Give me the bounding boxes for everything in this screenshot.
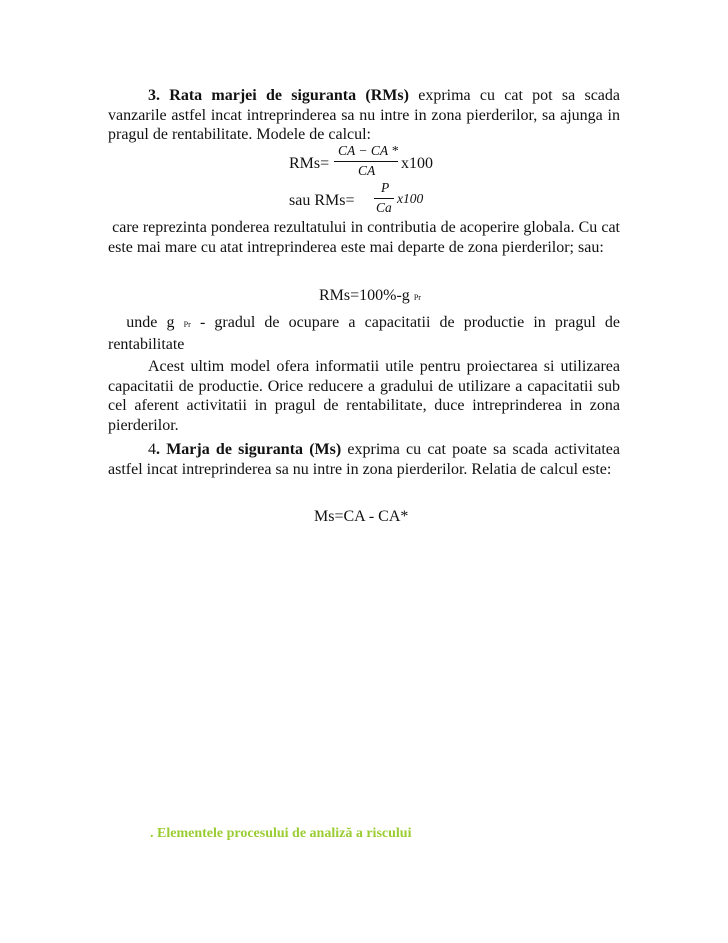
section-3-text: exprima cu cat pot sa scada vanzarile astfel incat intreprinderea sa nu intre in zona pierderilor, sa ajunga in pragul de rentabilitate. Modele de calcul: — [108, 87, 621, 143]
unde-subscript: Pr — [183, 320, 191, 329]
paragraph-unde — [108, 313, 620, 354]
formula-1-numerator: CA − CA * — [338, 143, 398, 158]
formula-2-fraction-line — [374, 198, 394, 199]
unde-lead: unde g — [126, 314, 175, 331]
paragraph-section-4 — [108, 440, 620, 479]
section-3-title: Rata marjei de siguranta (RMs) — [169, 87, 409, 104]
section-4-text: exprima cu cat poate sa scada activitatea astfel incat intreprinderea sa nu intre in zona pierderilor. Relatia de calcul este: — [108, 441, 620, 478]
section-3-number: 3. — [148, 87, 160, 104]
formula-3-main: RMs=100%-g — [319, 287, 410, 304]
formula-3-subscript: Pr — [413, 293, 421, 302]
paragraph-model — [108, 357, 620, 435]
formula-1-fraction-line — [334, 161, 398, 162]
formula-2-numerator: P — [381, 180, 390, 195]
formula-1-denominator: CA — [358, 163, 376, 178]
formula-1-lhs: RMs= — [289, 155, 330, 172]
formula-2-rhs: x100 — [397, 191, 424, 206]
model-text: Acest ultim model ofera informatii utile pentru proiectarea si utilizarea capacitatii de productie. Orice reducere a gradului de utilizare a capacitatii sub cel aferent activitatii in pragul de rentabilitate, duce intreprinderea in zona pierderilor. — [108, 358, 620, 434]
unde-text: - gradul de ocupare a capacitatii de productie in pragul de rentabilitate — [108, 314, 621, 353]
section-4-title: . Marja de siguranta (Ms) — [156, 441, 342, 458]
section-4-number: 4 — [148, 441, 156, 458]
formula-1-rhs: x100 — [401, 155, 433, 172]
formula-2-lhs: sau RMs= — [289, 192, 355, 209]
formula-3 — [319, 286, 421, 307]
formula-4: Ms=CA - CA* — [314, 508, 409, 525]
paragraph-ponderea — [108, 218, 620, 257]
footer-heading: . Elementele procesului de analiză a riscului — [150, 826, 412, 841]
ponderea-text: care reprezinta ponderea rezultatului in contributia de acoperire globala. Cu cat este mai mare cu atat intreprinderea este mai departe de zona pierderilor; sau: — [108, 219, 621, 256]
paragraph-section-3 — [108, 86, 620, 145]
formula-2-denominator: Ca — [376, 200, 392, 215]
